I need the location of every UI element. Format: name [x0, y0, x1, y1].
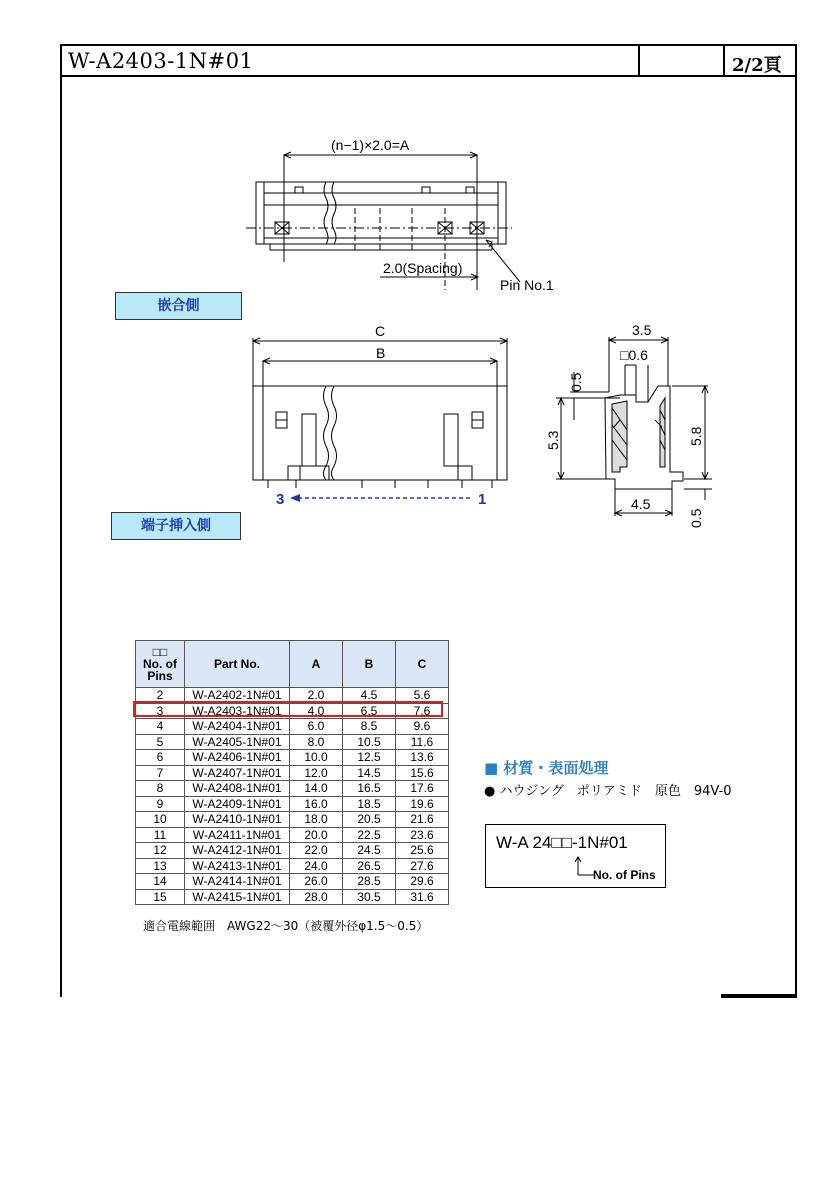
- cell-pins: 13: [136, 858, 185, 874]
- cell-a: 2.0: [290, 688, 343, 704]
- cell-c: 31.6: [396, 889, 449, 905]
- dim-formula-label: (n−1)×2.0=A: [331, 137, 410, 153]
- wire-range-note: 適合電線範囲 AWG22〜30（被覆外径φ1.5〜0.5）: [143, 919, 429, 933]
- pin-table: [135, 640, 449, 905]
- cell-c: 21.6: [396, 812, 449, 828]
- cell-b: 26.5: [343, 858, 396, 874]
- terminal-side-label: 端子挿入側: [111, 512, 241, 540]
- table-row: [136, 796, 449, 812]
- cell-pins: 5: [136, 734, 185, 750]
- cell-part-no: W-A2407-1N#01: [185, 765, 290, 781]
- cell-c: 27.6: [396, 858, 449, 874]
- cell-a: 6.0: [290, 719, 343, 735]
- table-row: [136, 843, 449, 859]
- pin-first-label: 1: [478, 491, 487, 508]
- cell-part-no: W-A2409-1N#01: [185, 796, 290, 812]
- cell-b: 20.5: [343, 812, 396, 828]
- cell-b: 28.5: [343, 874, 396, 890]
- cell-b: 4.5: [343, 688, 396, 704]
- cell-part-no: W-A2402-1N#01: [185, 688, 290, 704]
- part-code-box: [485, 824, 666, 888]
- cell-c: 25.6: [396, 843, 449, 859]
- header-c: C: [396, 641, 449, 688]
- cell-a: 12.0: [290, 765, 343, 781]
- cell-pins: 7: [136, 765, 185, 781]
- cell-c: 17.6: [396, 781, 449, 797]
- selected-row-highlight: [133, 701, 443, 717]
- header-b: B: [343, 641, 396, 688]
- cell-c: 11.6: [396, 734, 449, 750]
- cell-b: 30.5: [343, 889, 396, 905]
- cell-b: 22.5: [343, 827, 396, 843]
- cell-pins: 3: [136, 703, 185, 719]
- drawing-title: W-A2403-1N#01: [68, 49, 254, 73]
- table-row: [136, 719, 449, 735]
- table-row: [136, 874, 449, 890]
- dim-b-label: B: [376, 345, 386, 361]
- table-row: [136, 781, 449, 797]
- cell-pins: 9: [136, 796, 185, 812]
- dim-5-8-label: 5.8: [688, 426, 704, 446]
- cell-pins: 14: [136, 874, 185, 890]
- part-code: W-A 24□□-1N#01: [496, 833, 628, 852]
- table-row: [136, 812, 449, 828]
- cell-part-no: W-A2415-1N#01: [185, 889, 290, 905]
- cell-pins: 12: [136, 843, 185, 859]
- cell-b: 16.5: [343, 781, 396, 797]
- cell-c: 9.6: [396, 719, 449, 735]
- cell-part-no: W-A2406-1N#01: [185, 750, 290, 766]
- table-row: [136, 750, 449, 766]
- spacing-label: 2.0(Spacing): [383, 260, 463, 276]
- table-row: [136, 858, 449, 874]
- cell-a: 4.0: [290, 703, 343, 719]
- cell-b: 6.5: [343, 703, 396, 719]
- cell-pins: 15: [136, 889, 185, 905]
- cell-a: 18.0: [290, 812, 343, 828]
- cell-part-no: W-A2405-1N#01: [185, 734, 290, 750]
- cell-a: 16.0: [290, 796, 343, 812]
- cell-part-no: W-A2412-1N#01: [185, 843, 290, 859]
- cell-a: 28.0: [290, 889, 343, 905]
- table-row: [136, 889, 449, 905]
- no-of-pins-label: No. of Pins: [593, 868, 656, 882]
- cell-b: 12.5: [343, 750, 396, 766]
- cell-part-no: W-A2411-1N#01: [185, 827, 290, 843]
- cell-a: 26.0: [290, 874, 343, 890]
- cell-c: 29.6: [396, 874, 449, 890]
- pin-order-arrow: [290, 494, 470, 502]
- dim-3-5-label: 3.5: [632, 322, 652, 338]
- dim-0-6-label: □0.6: [620, 347, 648, 363]
- pin-no-label: Pin No.1: [500, 277, 554, 293]
- cell-a: 24.0: [290, 858, 343, 874]
- cell-part-no: W-A2414-1N#01: [185, 874, 290, 890]
- cell-c: 15.6: [396, 765, 449, 781]
- cell-part-no: W-A2404-1N#01: [185, 719, 290, 735]
- cell-a: 22.0: [290, 843, 343, 859]
- pin-last-label: 3: [276, 491, 285, 508]
- header-a: A: [290, 641, 343, 688]
- frame-corner-bar: [721, 994, 797, 998]
- material-spec: ● ハウジング ポリアミド 原色 94V-0: [484, 784, 732, 799]
- cell-pins: 10: [136, 812, 185, 828]
- connector-drawing: [0, 0, 835, 560]
- cell-part-no: W-A2413-1N#01: [185, 858, 290, 874]
- header-part-no: Part No.: [185, 641, 290, 688]
- cell-b: 8.5: [343, 719, 396, 735]
- cell-a: 20.0: [290, 827, 343, 843]
- cell-b: 10.5: [343, 734, 396, 750]
- cell-a: 8.0: [290, 734, 343, 750]
- table-header-row: [136, 641, 449, 688]
- cell-part-no: W-A2408-1N#01: [185, 781, 290, 797]
- table-row: [136, 827, 449, 843]
- cell-pins: 11: [136, 827, 185, 843]
- mating-side-label: 嵌合側: [115, 292, 242, 320]
- cell-b: 24.5: [343, 843, 396, 859]
- cell-part-no: W-A2403-1N#01: [185, 703, 290, 719]
- page-number: 2/2頁: [732, 55, 782, 76]
- cell-pins: 4: [136, 719, 185, 735]
- table-row: [136, 765, 449, 781]
- cell-a: 14.0: [290, 781, 343, 797]
- cell-pins: 2: [136, 688, 185, 704]
- header-no-of-pins: [136, 641, 185, 688]
- cell-c: 13.6: [396, 750, 449, 766]
- cell-b: 18.5: [343, 796, 396, 812]
- header-no-of-pins-text: □□ No. of Pins: [143, 645, 177, 683]
- cell-a: 10.0: [290, 750, 343, 766]
- cell-b: 14.5: [343, 765, 396, 781]
- cell-c: 23.6: [396, 827, 449, 843]
- dim-0-5-bottom-label: 0.5: [688, 508, 704, 528]
- table-row: [136, 734, 449, 750]
- cell-c: 5.6: [396, 688, 449, 704]
- cell-pins: 8: [136, 781, 185, 797]
- dim-0-5-top-label: 0.5: [568, 372, 584, 392]
- material-title: ■ 材質・表面処理: [484, 759, 609, 777]
- cell-pins: 6: [136, 750, 185, 766]
- cell-c: 7.6: [396, 703, 449, 719]
- cell-part-no: W-A2410-1N#01: [185, 812, 290, 828]
- dim-5-3-label: 5.3: [545, 430, 561, 450]
- cell-c: 19.6: [396, 796, 449, 812]
- dim-c-label: C: [375, 323, 386, 339]
- dim-4-5-label: 4.5: [631, 496, 651, 512]
